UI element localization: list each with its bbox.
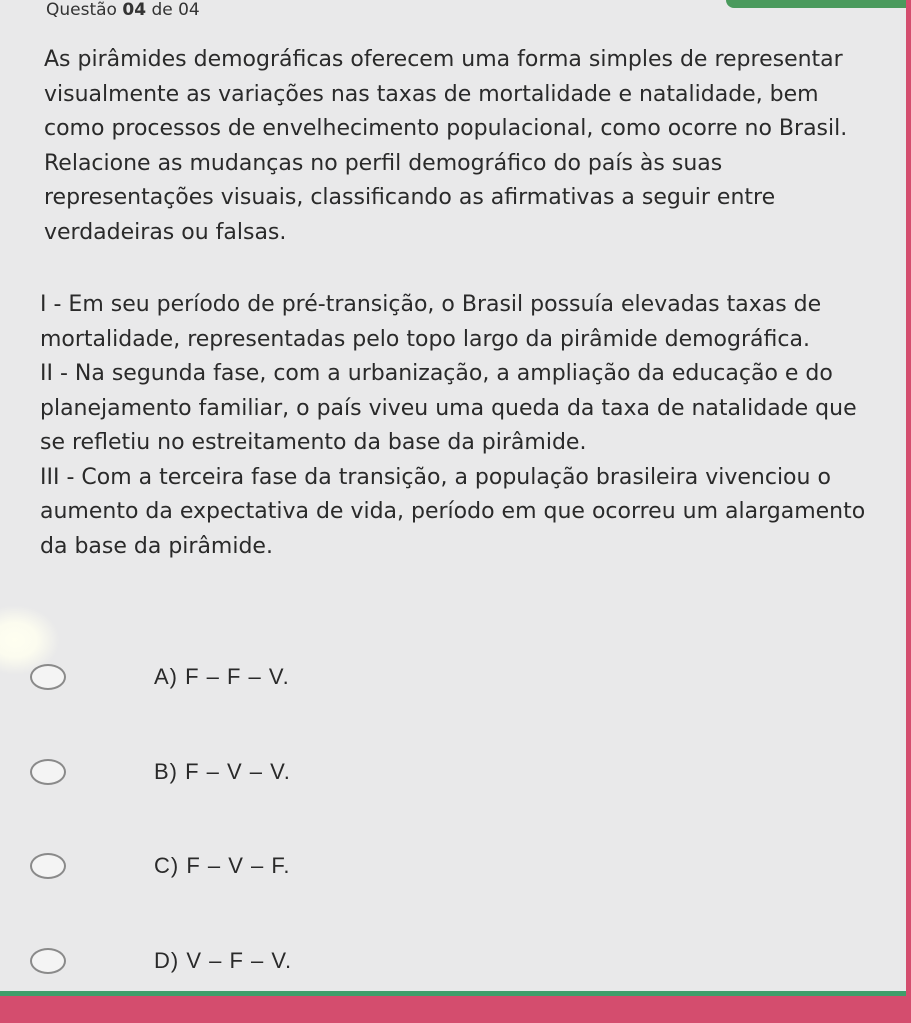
statement-3: III - Com a terceira fase da transição, a população brasileira vivenciou o aumento da expectativa de vida, período em que ocorreu um alargamento da base da pirâmide. [40,464,866,559]
statement-1: I - Em seu período de pré-transição, o Brasil possuía elevadas taxas de mortalidade, representadas pelo topo largo da pirâmide demográfica. [40,292,822,352]
option-d-label: D) V – F – V. [154,948,293,973]
option-c[interactable] [30,846,630,886]
option-b[interactable] [30,752,630,792]
option-d[interactable] [30,941,630,981]
question-number: 04 [122,0,147,20]
radio-a[interactable] [30,664,66,690]
statement-2: II - Na segunda fase, com a urbanização, a ampliação da educação e do planejamento familiar, o país viveu uma queda da taxa de natalidade que se refletiu no estreitamento da base da pirâmide. [40,361,857,455]
question-statements [40,288,880,564]
question-intro: As pirâmides demográficas oferecem uma forma simples de representar visualmente as variações nas taxas de mortalidade e natalidade, bem como processos de envelhecimento populacional, como ocorre no Brasil. Relacione as mudanças no perfil demográfico do país às suas representações visuais, classificando as afirmativas a seguir entre verdadeiras ou falsas. [44,47,848,245]
radio-b[interactable] [30,759,66,785]
option-a[interactable] [30,657,630,697]
option-c-label: C) F – V – F. [154,853,291,878]
radio-c[interactable] [30,853,66,879]
question-total: de 04 [151,0,200,20]
option-b-label: B) F – V – V. [154,759,291,784]
question-prefix: Questão [46,0,117,20]
progress-tab [726,0,906,8]
radio-d[interactable] [30,948,66,974]
question-header [46,0,200,20]
option-a-label: A) F – F – V. [154,664,290,689]
